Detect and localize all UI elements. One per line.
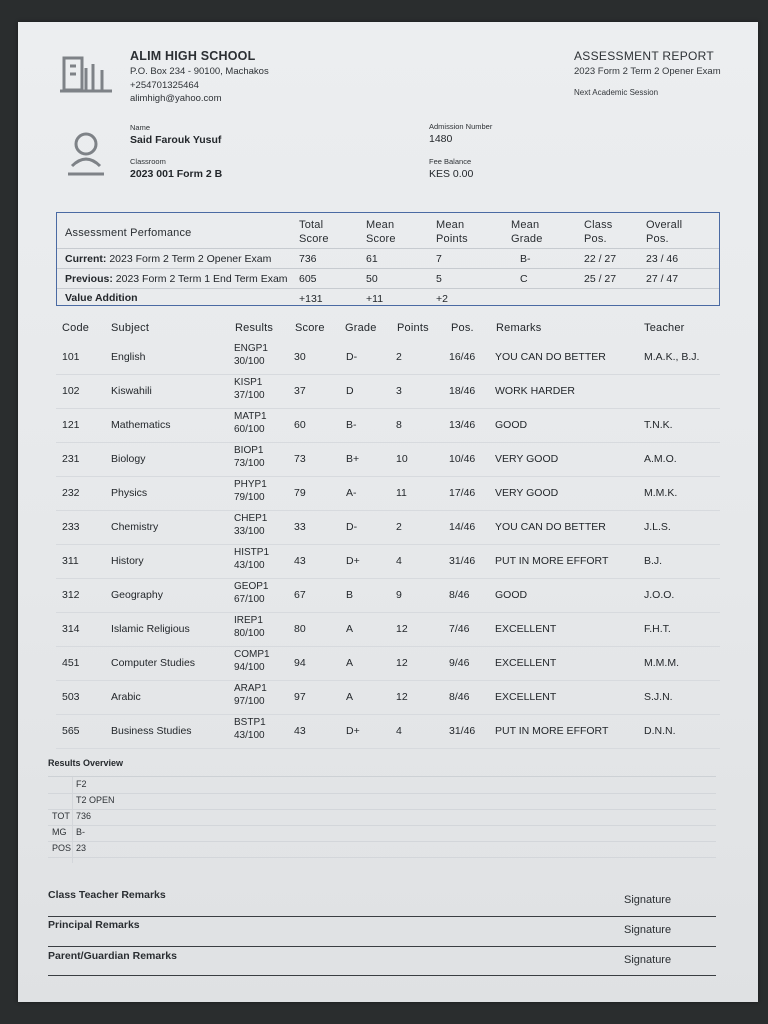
subject-teacher: M.A.K., B.J. — [644, 351, 700, 363]
class-teacher-remarks-label: Class Teacher Remarks — [48, 889, 166, 901]
subject-result: GEOP1 67/100 — [234, 581, 269, 605]
subject-result: HISTP1 43/100 — [234, 547, 270, 571]
overview-key: MG — [52, 827, 67, 837]
subject-points: 3 — [396, 385, 402, 397]
subject-score: 80 — [294, 623, 306, 635]
admission-label: Admission Number — [429, 122, 493, 131]
subject-teacher: M.M.K. — [644, 487, 678, 499]
subject-score: 67 — [294, 589, 306, 601]
subject-remarks: YOU CAN DO BETTER — [495, 351, 606, 363]
subject-teacher: J.O.O. — [644, 589, 675, 601]
results-overview-title: Results Overview — [48, 758, 124, 768]
table-row — [56, 544, 720, 579]
subject-grade: B — [346, 589, 354, 601]
class-teacher-line — [48, 916, 716, 917]
perf-head-mean-points: Mean Points — [436, 219, 468, 245]
subject-points: 12 — [396, 657, 408, 669]
perf-current-label: Current: 2023 Form 2 Term 2 Opener Exam — [65, 253, 272, 265]
table-row — [56, 578, 720, 613]
subject-teacher: J.L.S. — [644, 521, 671, 533]
perf-head-mean-grade: Mean Grade — [511, 219, 543, 245]
subject-code: 503 — [62, 691, 80, 703]
subject-points: 12 — [396, 691, 408, 703]
subject-points: 8 — [396, 419, 402, 431]
subject-teacher: T.N.K. — [644, 419, 673, 431]
col-remarks: Remarks — [496, 322, 542, 334]
perf-current-class-pos: 22 / 27 — [584, 253, 617, 265]
subject-name: Arabic — [111, 691, 141, 703]
subject-teacher: S.J.N. — [644, 691, 673, 703]
subject-code: 121 — [62, 419, 80, 431]
subject-teacher: B.J. — [644, 555, 663, 567]
perf-head-class-pos: Class Pos. — [584, 219, 613, 245]
subject-code: 102 — [62, 385, 80, 397]
perf-previous-total: 605 — [299, 273, 317, 285]
subject-points: 10 — [396, 453, 408, 465]
report-title: ASSESSMENT REPORT — [574, 49, 715, 63]
school-address: P.O. Box 234 - 90100, Machakos — [130, 66, 269, 77]
fee-balance: KES 0.00 — [429, 168, 474, 180]
subject-grade: D+ — [346, 555, 360, 567]
report-exam: 2023 Form 2 Term 2 Opener Exam — [574, 66, 721, 77]
subject-remarks: EXCELLENT — [495, 691, 557, 703]
col-grade: Grade — [345, 322, 377, 334]
perf-previous-mean-grade: C — [520, 273, 528, 285]
performance-table — [56, 212, 720, 306]
subject-score: 94 — [294, 657, 306, 669]
subject-score: 73 — [294, 453, 306, 465]
principal-remarks-label: Principal Remarks — [48, 919, 140, 931]
subject-remarks: EXCELLENT — [495, 623, 557, 635]
subject-result: PHYP1 79/100 — [234, 479, 267, 503]
table-row — [56, 374, 720, 409]
subject-name: Mathematics — [111, 419, 171, 431]
perf-head-mean-score: Mean Score — [366, 219, 396, 245]
overview-row — [48, 841, 716, 858]
table-row — [56, 408, 720, 443]
subject-remarks: GOOD — [495, 589, 528, 601]
subject-points: 2 — [396, 351, 402, 363]
subject-pos: 13/46 — [449, 419, 476, 431]
subject-code: 314 — [62, 623, 80, 635]
subject-teacher: D.N.N. — [644, 725, 676, 737]
perf-current-mean-points: 7 — [436, 253, 442, 265]
subject-score: 30 — [294, 351, 306, 363]
subject-pos: 17/46 — [449, 487, 476, 499]
col-teacher: Teacher — [644, 322, 685, 334]
perf-current-total: 736 — [299, 253, 317, 265]
subject-code: 565 — [62, 725, 80, 737]
table-row — [56, 442, 720, 477]
subject-code: 231 — [62, 453, 80, 465]
school-phone: +254701325464 — [130, 80, 199, 91]
parent-remarks-label: Parent/Guardian Remarks — [48, 950, 177, 962]
subject-remarks: VERY GOOD — [495, 487, 559, 499]
col-points: Points — [397, 322, 429, 334]
subject-points: 4 — [396, 555, 402, 567]
subject-result: MATP1 60/100 — [234, 411, 267, 435]
subject-score: 97 — [294, 691, 306, 703]
subject-grade: D- — [346, 521, 358, 533]
subject-result: COMP1 94/100 — [234, 649, 270, 673]
subject-points: 11 — [396, 487, 407, 499]
subject-score: 33 — [294, 521, 306, 533]
principal-line — [48, 946, 716, 947]
subject-pos: 8/46 — [449, 691, 470, 703]
overview-value: 23 — [76, 843, 87, 853]
subject-grade: A — [346, 623, 354, 635]
subject-pos: 31/46 — [449, 555, 476, 567]
subject-pos: 16/46 — [449, 351, 476, 363]
table-row — [56, 476, 720, 511]
subject-score: 60 — [294, 419, 306, 431]
subject-result: KISP1 37/100 — [234, 377, 265, 401]
results-overview-table — [48, 776, 716, 863]
school-building-icon — [60, 54, 112, 94]
overview-value: F2 — [76, 779, 87, 789]
classroom-label: Classroom — [130, 157, 166, 166]
subject-pos: 31/46 — [449, 725, 476, 737]
subject-code: 312 — [62, 589, 80, 601]
table-row — [56, 340, 720, 375]
subject-pos: 8/46 — [449, 589, 470, 601]
subject-remarks: PUT IN MORE EFFORT — [495, 555, 609, 567]
subject-remarks: VERY GOOD — [495, 453, 559, 465]
subject-grade: A — [346, 657, 354, 669]
overview-value: T2 OPEN — [76, 795, 115, 805]
perf-value-addition-label: Value Addition — [65, 292, 138, 304]
subject-name: English — [111, 351, 146, 363]
subject-pos: 14/46 — [449, 521, 476, 533]
name-label: Name — [130, 123, 151, 132]
col-code: Code — [62, 322, 90, 334]
subject-pos: 7/46 — [449, 623, 470, 635]
subject-name: Physics — [111, 487, 148, 499]
subject-grade: D- — [346, 351, 358, 363]
principal-signature-label: Signature — [624, 924, 672, 936]
subject-pos: 9/46 — [449, 657, 470, 669]
subject-name: Biology — [111, 453, 146, 465]
overview-row — [48, 825, 716, 842]
perf-head-total: Total Score — [299, 219, 329, 245]
subject-result: BIOP1 73/100 — [234, 445, 265, 469]
admission-number: 1480 — [429, 133, 453, 145]
subject-teacher: M.M.M. — [644, 657, 679, 669]
subject-score: 37 — [294, 385, 306, 397]
subject-result: ENGP1 30/100 — [234, 343, 268, 367]
subject-code: 101 — [62, 351, 80, 363]
subject-name: Computer Studies — [111, 657, 196, 669]
subject-name: Geography — [111, 589, 163, 601]
subject-grade: D — [346, 385, 354, 397]
subject-grade: B- — [346, 419, 357, 431]
fee-label: Fee Balance — [429, 157, 472, 166]
col-subject: Subject — [111, 322, 150, 334]
overview-value: B- — [76, 827, 85, 837]
parent-signature-label: Signature — [624, 954, 672, 966]
student-classroom: 2023 001 Form 2 B — [130, 168, 223, 180]
overview-value: 736 — [76, 811, 92, 821]
subject-code: 451 — [62, 657, 80, 669]
subject-code: 311 — [62, 555, 79, 567]
parent-line — [48, 975, 716, 976]
next-session-label: Next Academic Session — [574, 88, 659, 97]
subject-name: History — [111, 555, 144, 567]
subject-grade: A- — [346, 487, 357, 499]
subject-result: BSTP1 43/100 — [234, 717, 266, 741]
subject-points: 4 — [396, 725, 402, 737]
report-sheet — [18, 22, 758, 1002]
perf-previous-overall-pos: 27 / 47 — [646, 273, 679, 285]
perf-current-mean-grade: B- — [520, 253, 531, 265]
perf-previous-mean-points: 5 — [436, 273, 442, 285]
table-row — [56, 510, 720, 545]
perf-head-overall-pos: Overall Pos. — [646, 219, 683, 245]
student-name: Said Farouk Yusuf — [130, 134, 222, 146]
subject-points: 12 — [396, 623, 408, 635]
subject-points: 9 — [396, 589, 402, 601]
perf-title: Assessment Perfomance — [65, 227, 192, 239]
subject-remarks: PUT IN MORE EFFORT — [495, 725, 609, 737]
overview-key: TOT — [52, 811, 70, 821]
overview-row — [48, 777, 716, 794]
table-row — [56, 646, 720, 681]
subject-teacher: F.H.T. — [644, 623, 671, 635]
perf-previous-label: Previous: 2023 Form 2 Term 1 End Term Exam — [65, 273, 288, 285]
subject-grade: A — [346, 691, 354, 703]
subject-result: ARAP1 97/100 — [234, 683, 267, 707]
subject-remarks: YOU CAN DO BETTER — [495, 521, 606, 533]
subject-name: Business Studies — [111, 725, 192, 737]
subject-remarks: GOOD — [495, 419, 528, 431]
col-pos: Pos. — [451, 322, 474, 334]
subject-teacher: A.M.O. — [644, 453, 677, 465]
perf-current-mean-score: 61 — [366, 253, 378, 265]
overview-row — [48, 809, 716, 826]
perf-previous-mean-score: 50 — [366, 273, 378, 285]
col-results: Results — [235, 322, 274, 334]
subject-score: 79 — [294, 487, 306, 499]
user-avatar-icon — [66, 128, 106, 176]
table-row — [56, 612, 720, 647]
subject-pos: 18/46 — [449, 385, 476, 397]
subject-code: 232 — [62, 487, 80, 499]
subject-name: Kiswahili — [111, 385, 152, 397]
subject-points: 2 — [396, 521, 402, 533]
subject-name: Chemistry — [111, 521, 159, 533]
subject-result: CHEP1 33/100 — [234, 513, 268, 537]
subject-score: 43 — [294, 725, 306, 737]
perf-va-mean-points: +2 — [436, 293, 448, 305]
perf-va-total: +131 — [299, 293, 323, 305]
table-row — [56, 680, 720, 715]
perf-va-mean-score: +11 — [366, 293, 384, 305]
school-name: ALIM HIGH SCHOOL — [130, 49, 256, 63]
subject-grade: B+ — [346, 453, 360, 465]
perf-previous-class-pos: 25 / 27 — [584, 273, 617, 285]
perf-current-overall-pos: 23 / 46 — [646, 253, 679, 265]
subject-grade: D+ — [346, 725, 360, 737]
overview-key: POS — [52, 843, 72, 853]
subject-name: Islamic Religious — [111, 623, 190, 635]
table-row — [56, 714, 720, 749]
subject-score: 43 — [294, 555, 306, 567]
subject-remarks: EXCELLENT — [495, 657, 557, 669]
subject-code: 233 — [62, 521, 80, 533]
class-teacher-signature-label: Signature — [624, 894, 672, 906]
school-email: alimhigh@yahoo.com — [130, 93, 222, 104]
subject-result: IREP1 80/100 — [234, 615, 265, 639]
col-score: Score — [295, 322, 325, 334]
subject-pos: 10/46 — [449, 453, 476, 465]
overview-row — [48, 793, 716, 810]
subject-remarks: WORK HARDER — [495, 385, 575, 397]
